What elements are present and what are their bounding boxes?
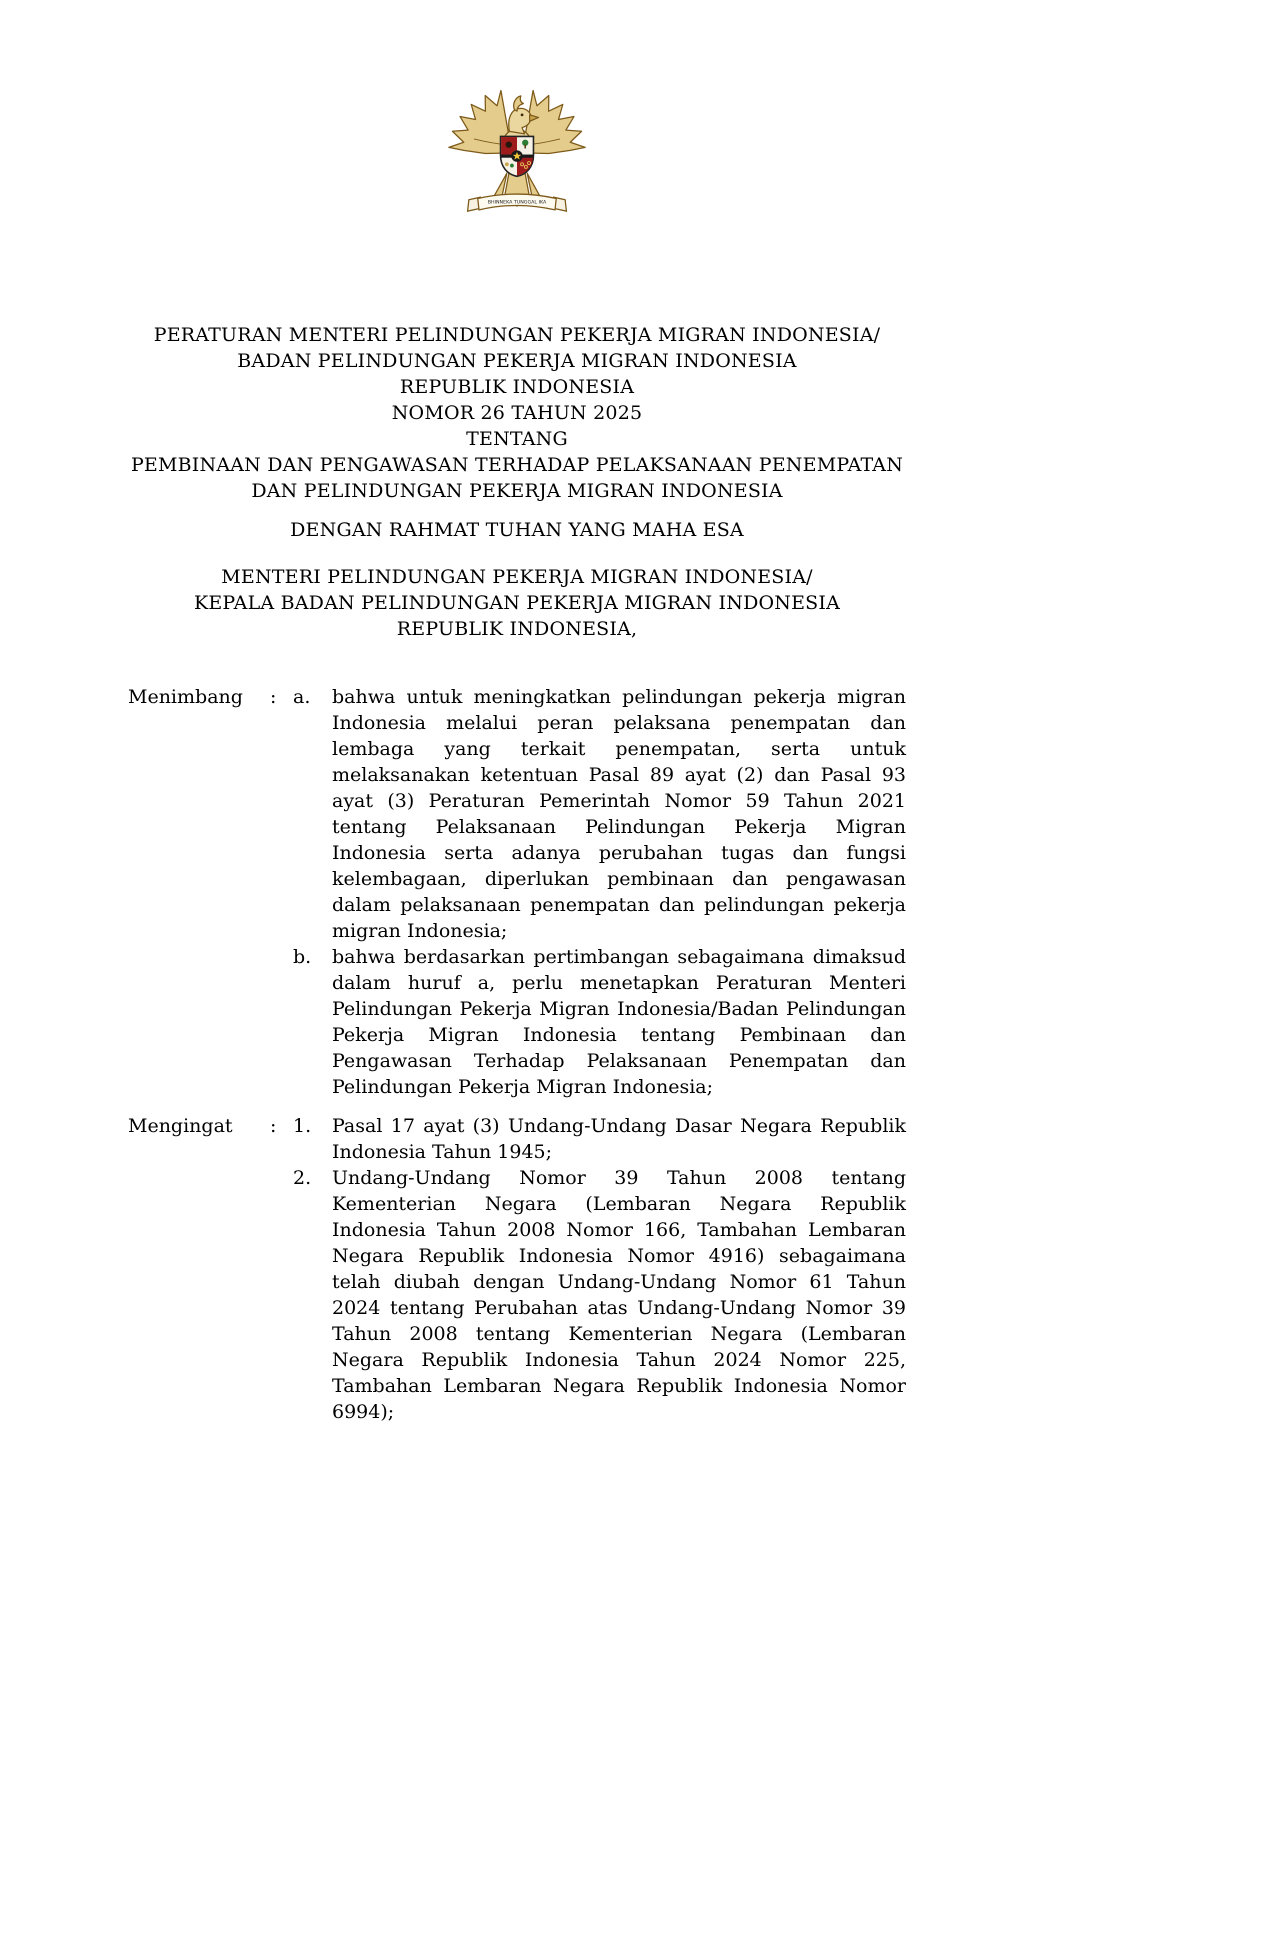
title-line-7: DAN PELINDUNGAN PEKERJA MIGRAN INDONESIA	[251, 480, 783, 502]
menimbang-colon: :	[270, 686, 277, 708]
title-line-4: NOMOR 26 TAHUN 2025	[391, 402, 643, 424]
mengingat-item-2	[293, 1165, 906, 1425]
item-text-a: bahwa untuk meningkatkan pelindungan pekerja migran Indonesia melalui peran pelaksana penempatan dan lembaga yang terkait penempatan, serta untuk melaksanakan ketentuan Pasal 89 ayat (2) dan Pasal 93 ayat (3) Peraturan Pemerintah Nomor 59 Tahun 2021 tentang Pelaksanaan Pelindungan Pekerja Migran Indonesia serta adanya perubahan tugas dan fungsi kelembagaan, diperlukan pembinaan dan pengawasan dalam pelaksanaan penempatan dan pelindungan pekerja migran Indonesia;	[332, 686, 906, 942]
authority-line-3: REPUBLIK INDONESIA,	[396, 618, 638, 640]
menimbang-item-b	[293, 944, 906, 1100]
authority-block	[128, 564, 906, 642]
menimbang-items	[293, 684, 906, 1100]
title-line-6: PEMBINAAN DAN PENGAWASAN TERHADAP PELAKSANAAN PENEMPATAN	[130, 454, 904, 476]
mengingat-label: Mengingat	[128, 1115, 233, 1137]
item-marker-a: a.	[293, 686, 311, 708]
mengingat-items	[293, 1113, 906, 1425]
authority-line-2: KEPALA BADAN PELINDUNGAN PEKERJA MIGRAN INDONESIA	[193, 592, 841, 614]
invocation-line: DENGAN RAHMAT TUHAN YANG MAHA ESA	[290, 519, 744, 541]
item-marker-b: b.	[293, 946, 312, 968]
mengingat-section	[128, 1113, 906, 1425]
item-text-1: Pasal 17 ayat (3) Undang-Undang Dasar Negara Republik Indonesia Tahun 1945;	[332, 1115, 906, 1163]
menimbang-section	[128, 684, 906, 1100]
emblem-motto: BHINNEKA TUNGGAL IKA	[487, 200, 547, 206]
menimbang-label: Menimbang	[128, 686, 243, 708]
garuda-pancasila-icon	[441, 78, 593, 224]
item-marker-1: 1.	[293, 1115, 312, 1137]
item-marker-2: 2.	[293, 1167, 312, 1189]
mengingat-item-1	[293, 1113, 906, 1165]
menimbang-item-a	[293, 684, 906, 944]
title-line-3: REPUBLIK INDONESIA	[399, 376, 635, 398]
title-line-5: TENTANG	[466, 428, 568, 450]
garuda-pancasila-svg	[441, 78, 593, 224]
item-text-2: Undang-Undang Nomor 39 Tahun 2008 tentang Kementerian Negara (Lembaran Negara Republik Indonesia Tahun 2008 Nomor 166, Tambahan Lembaran Negara Republik Indonesia Nomor 4916) sebagaimana telah diubah dengan Undang-Undang Nomor 61 Tahun 2024 tentang Perubahan atas Undang-Undang Nomor 39 Tahun 2008 tentang Kementerian Negara (Lembaran Negara Republik Indonesia Tahun 2024 Nomor 225, Tambahan Lembaran Negara Republik Indonesia Nomor 6994);	[332, 1167, 906, 1423]
authority-line-1: MENTERI PELINDUNGAN PEKERJA MIGRAN INDONESIA/	[221, 566, 813, 588]
document-title-block	[128, 322, 906, 504]
title-line-2: BADAN PELINDUNGAN PEKERJA MIGRAN INDONESIA	[237, 350, 797, 372]
document-content	[128, 0, 906, 1425]
mengingat-colon: :	[270, 1115, 277, 1137]
title-line-1: PERATURAN MENTERI PELINDUNGAN PEKERJA MIGRAN INDONESIA/	[153, 324, 881, 346]
item-text-b: bahwa berdasarkan pertimbangan sebagaimana dimaksud dalam huruf a, perlu menetapkan Peraturan Menteri Pelindungan Pekerja Migran Indonesia/Badan Pelindungan Pekerja Migran Indonesia tentang Pembinaan dan Pengawasan Terhadap Pelaksanaan Penempatan dan Pelindungan Pekerja Migran Indonesia;	[332, 946, 906, 1098]
